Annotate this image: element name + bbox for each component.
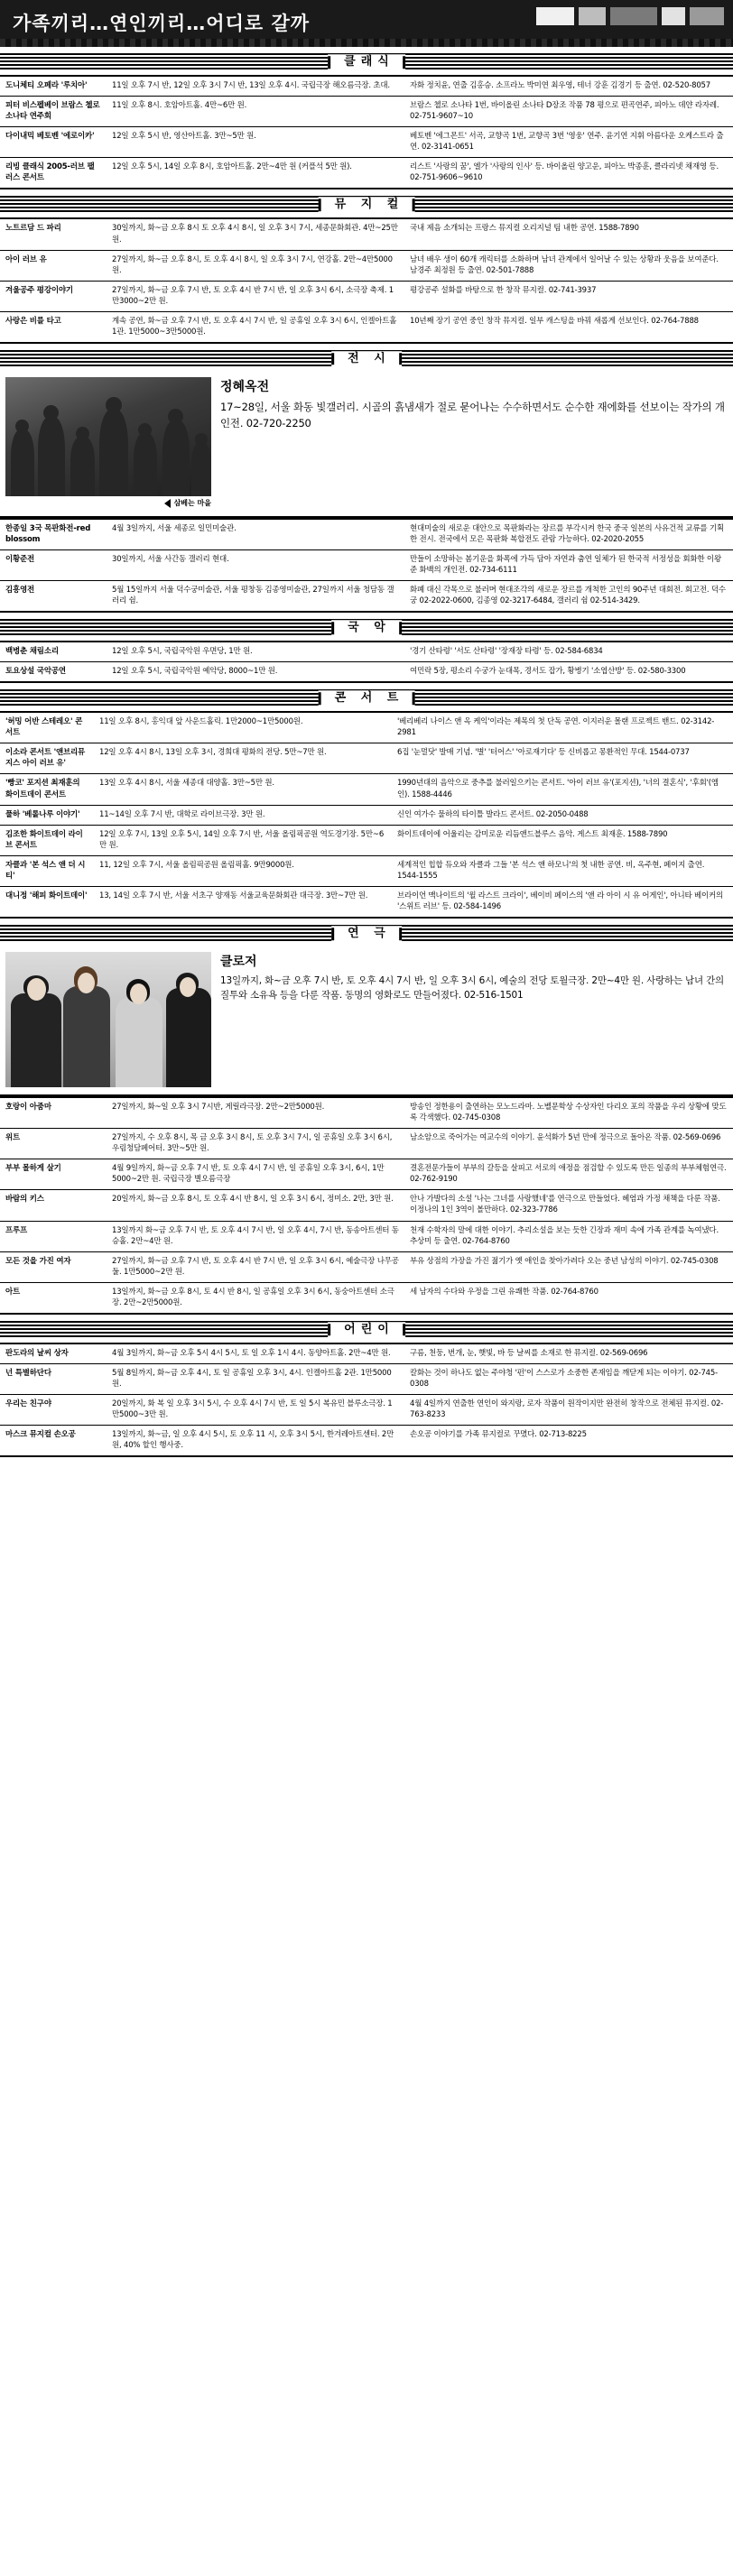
section-header-gugak: [0, 619, 733, 637]
table-row: [0, 1395, 733, 1426]
row-description: 6집 '눈멀닷' 발매 기념. '별' '터어스' '아로재기다' 등 신비롭고 몽환적인 무대. 1544-0737: [392, 743, 733, 774]
feature-text: [220, 952, 728, 1087]
row-title: '빵코' 포지션 최재훈의 화이트데이 콘서트: [0, 774, 94, 805]
row-schedule: 20일까지, 화~금 오후 8시, 토 오후 4시 반 8시, 일 오후 3시 6시, 정미소. 2만, 3만 원.: [107, 1190, 404, 1221]
section-header-concert: [0, 689, 733, 707]
table-row: [0, 1363, 733, 1394]
listing-table-kids: [0, 1343, 733, 1457]
row-title: 피터 비스펠베이 브람스 첼로 소나타 연주회: [0, 97, 107, 127]
table-row: [0, 76, 733, 97]
listing-table-gugak: [0, 641, 733, 683]
listing-table-classic: [0, 75, 733, 189]
row-description: 방송인 정한용이 출연하는 모노드라마. 노벨문학상 수상자인 다리오 포의 작품을 우리 상황에 맞도록 각색했다. 02-745-0308: [404, 1097, 733, 1129]
row-description: 칼화는 것이 하나도 없는 주야청 '펀'이 스스로가 소중한 존재임을 깨닫게 되는 이야기. 02-745-0308: [404, 1363, 733, 1394]
row-schedule: 12일 오후 5시 반, 영산아트홀. 3만~5만 원.: [107, 127, 404, 158]
section-title: 연 극: [331, 926, 402, 942]
table-row: [0, 127, 733, 158]
feature-title: 정혜옥전: [220, 379, 270, 394]
decoration-block: [536, 7, 574, 25]
section-header-classic: [0, 53, 733, 71]
row-title: 아트: [0, 1282, 107, 1314]
row-title: 마스크 뮤지컬 손오공: [0, 1426, 107, 1457]
table-row: [0, 774, 733, 805]
row-description: '베리베리 나이스 앤 옥 케익'이라는 제목의 첫 단독 공연. 이지러운 몰랜 프로젝트 밴드. 02-3142-2981: [392, 712, 733, 743]
row-schedule: 12일 오후 5시, 14일 오후 8시, 호암아트홀. 2만~4만 원 (커플석 5만 원).: [107, 158, 404, 189]
row-schedule: 27일까지, 화~금 오후 8시, 토 오후 4시 8시, 일 오후 3시 7시, 연강홀. 2만~4만5000원.: [107, 250, 404, 281]
table-row: [0, 519, 733, 550]
row-schedule: 13, 14일 오후 7시 반, 서울 서초구 양재동 서울교육문화회관 대극장. 3만~7만 원.: [94, 886, 392, 918]
row-title: 리빙 클래식 2005-러브 팰러스 콘서트: [0, 158, 107, 189]
listing-table-musical: [0, 217, 733, 344]
row-title: 우리는 친구야: [0, 1395, 107, 1426]
section-title: 국 악: [331, 620, 402, 636]
row-description: 천재 수학자의 말에 대한 이야기. 추리소설을 보는 듯한 긴장과 재미 속에 가족 관계를 녹여냈다. 추상미 등 출연. 02-764-8760: [404, 1221, 733, 1251]
row-description: 현대미술의 새로운 대안으로 목판화라는 장르를 부각시켜 한국 중국 일본의 사유건적 교류를 기획한 전시. 전국에서 모은 목판화 복합전도 관람 가능하다. 02-2020-2055: [404, 519, 733, 550]
table-row: [0, 825, 733, 855]
row-schedule: 4월 3일까지, 화~금 오후 5시 4시 5시, 토 일 오후 1시 4시. 동양아트홀. 2만~4만 원.: [107, 1343, 404, 1364]
table-row: [0, 250, 733, 281]
table-row: [0, 549, 733, 580]
row-schedule: 27일까지, 화~금 오후 7시 반, 토 오후 4시 반 7시 반, 일 오후 3시 6시, 예술극장 나무공 둘. 1만5000~2만 원.: [107, 1251, 404, 1282]
row-title: 이황준전: [0, 549, 107, 580]
table-row: [0, 712, 733, 743]
feature-photo-wrap: [5, 952, 211, 1087]
row-title: 넌 특별하단다: [0, 1363, 107, 1394]
row-title: 풀하 '베롤나루 이야기': [0, 805, 94, 825]
row-description: 자화 정치윤, 연출 김홍승. 소프라노 박미연 최우영, 테너 강훈 김경기 등 출연. 02-520-8057: [404, 76, 733, 97]
row-title: 프루프: [0, 1221, 107, 1251]
section-title: 전 시: [331, 351, 402, 367]
row-title: 겨울공주 평강이야기: [0, 281, 107, 311]
row-schedule: 11일 오후 7시 반, 12일 오후 3시 7시 반, 13일 오후 4시. 국립극장 해오름극장. 초대.: [107, 76, 404, 97]
table-row: [0, 311, 733, 343]
decoration-block: [662, 7, 685, 25]
row-description: 안나 가발다의 소설 '나는 그녀를 사랑했네'를 연극으로 만들었다. 헤엄과 가정 채책을 다룬 작품. 이정나의 1인 3역이 볼만하다. 02-323-7786: [404, 1190, 733, 1221]
row-schedule: 13일까지, 화~금, 일 오후 4시 5시, 토 오후 11 시, 오후 3시 5시, 한겨레아트센터. 2만원, 40% 할인 행사중.: [107, 1426, 404, 1457]
feature-body: 13일까지, 화~금 오후 7시 반, 토 오후 4시 7시 반, 일 오후 3시 6시, 예술의 전당 토월극장. 2만~4만 원. 사랑하는 남녀 간의 질투와 소유욕 등을 다룬 작품. 동명의 영화로도 만들어졌다. 02-516-1501: [220, 974, 724, 1001]
listing-table-exhibition: [0, 518, 733, 613]
row-description: 신인 여가수 물하의 타이틀 발라드 콘서트. 02-2050-0488: [392, 805, 733, 825]
masthead: [0, 0, 733, 47]
section-header-musical: [0, 196, 733, 214]
listing-table-concert: [0, 711, 733, 919]
row-schedule: 27일까지, 화~금 오후 7시 반, 토 오후 4시 반 7시 반, 일 오후 3시 6시, 소극장 축제. 1만3000~2만 원.: [107, 281, 404, 311]
section-header-kids: [0, 1321, 733, 1339]
row-title: 노트르담 드 파리: [0, 218, 107, 250]
masthead-strip: [0, 39, 733, 47]
row-schedule: 계속 공연, 화~금 오후 7시 반, 토 오후 4시 7시 반, 일 공휴일 오후 3시 6시, 인켈아트홀 1관. 1만5000~3만5000원.: [107, 311, 404, 343]
section-title: 콘 서 트: [319, 690, 415, 706]
table-row: [0, 97, 733, 127]
row-description: 부유 상점의 가장을 가진 젊기가 옛 애인을 찾아가려다 오는 중년 남성의 이야기. 02-745-0308: [404, 1251, 733, 1282]
masthead-decoration: [536, 7, 724, 25]
row-description: 손오공 이야기를 가족 뮤지컬로 꾸몄다. 02-713-8225: [404, 1426, 733, 1457]
row-description: 구름, 천둥, 번개, 눈, 햇빛, 바 등 날씨를 소재로 한 뮤지컬. 02-569-0696: [404, 1343, 733, 1364]
row-title: 백병춘 채림소리: [0, 642, 107, 662]
table-row: [0, 1159, 733, 1190]
section-title: 뮤 지 컬: [319, 198, 415, 214]
row-description: 베토벤 '에그몬트' 서곡, 교향곡 1번, 교향곡 3번 '영웅' 연주. 윤기연 지휘 아름다운 오케스트라 출연. 02-3141-0651: [404, 127, 733, 158]
table-row: [0, 1343, 733, 1364]
table-row: [0, 743, 733, 774]
section-header-exhibition: [0, 350, 733, 368]
row-title: 호랑이 아줌마: [0, 1097, 107, 1129]
feature-title: 클로저: [220, 955, 257, 970]
row-schedule: 11, 12일 오후 7시, 서울 올림픽공원 올림픽홀. 9만9000원.: [94, 855, 392, 886]
row-title: 사랑은 비를 타고: [0, 311, 107, 343]
table-row: [0, 218, 733, 250]
row-title: 김흥영전: [0, 580, 107, 612]
row-description: 국내 제음 소개되는 프랑스 뮤지컬 오리지널 팀 내한 공연. 1588-7890: [404, 218, 733, 250]
row-description: 4월 4일까지 연출한 연인이 와지랑, 로자 작품이 원작이지만 완전히 창작으로 전체된 뮤지컬. 02-763-8233: [404, 1395, 733, 1426]
row-schedule: 20일까지, 화 복 일 오후 3시 5시, 수 오후 4시 7시 반, 토 일 5시 복유민 블루소극장. 1만5000~3만 원.: [107, 1395, 404, 1426]
row-title: 토요상설 국악공연: [0, 662, 107, 683]
row-description: 10년째 장기 공연 중인 창작 뮤지컬. 일부 캐스팅을 바꿔 새롭게 선보인다. 02-764-7888: [404, 311, 733, 343]
decoration-block: [610, 7, 657, 25]
row-schedule: 5월 15일까지 서울 덕수궁미술관, 서울 평창동 김종영미술관, 27일까지 서울 청담동 갤러리 쉼.: [107, 580, 404, 612]
row-title: 대니정 '해피 화이트데이': [0, 886, 94, 918]
row-description: 화이트데이에 어울리는 감미로운 리듬앤드블루스 음악. 게스트 최재훈. 1588-7890: [392, 825, 733, 855]
row-title: 다이내믹 베토벤 '에로이카': [0, 127, 107, 158]
row-schedule: 30일까지, 서울 사간동 갤러리 현대.: [107, 549, 404, 580]
feature-exhibition: [0, 372, 733, 518]
row-title: 바람의 키스: [0, 1190, 107, 1221]
listing-table-play: [0, 1096, 733, 1315]
row-description: 남소암으로 죽어가는 여교수의 이야기. 윤석화가 5년 만에 정극으로 돌아온 작품. 02-569-0696: [404, 1129, 733, 1159]
row-description: '경기 산타령' '서도 산타령' '장재장 타령' 등. 02-584-6834: [404, 642, 733, 662]
row-description: 1990년대의 음악으로 중추를 불러일으키는 콘서트. '아이 러브 유'(포지션), '너의 결혼식', '후회'(엠인). 1588-4446: [392, 774, 733, 805]
exhibition-photo: [5, 377, 211, 496]
row-description: 화폐 대신 각목으로 불러며 현대조각의 새로운 장르를 개척한 고인의 90주년 대회전. 회고전. 덕수궁 02-2022-0600, 김종영 02-3217-6484, 갤러리 쉼 02-514-3429.: [404, 580, 733, 612]
row-schedule: 5월 8일까지, 화~금 오후 4시, 토 일 공휴일 오후 3시, 4시. 인켈아트홀 2관. 1만5000원.: [107, 1363, 404, 1394]
row-description: 여민락 5장, 평소리 수궁가 눈대목, 경서도 잡가, 황병기 '소엽산방' 등. 02-580-3300: [404, 662, 733, 683]
row-title: 자클과 '본 석스 앤 더 시티': [0, 855, 94, 886]
row-description: 평강공주 설화를 바탕으로 한 창작 뮤지컬. 02-741-3937: [404, 281, 733, 311]
row-schedule: 13일까지 화~금 오후 7시 반, 토 오후 4시 7시 반, 일 오후 4시, 7시 반, 동송아트센터 동승홀. 2만~4만 원.: [107, 1221, 404, 1251]
table-row: [0, 805, 733, 825]
table-row: [0, 1190, 733, 1221]
table-row: [0, 1097, 733, 1129]
photo-caption: 삼베는 마을: [173, 498, 211, 507]
table-row: [0, 855, 733, 886]
decoration-block: [579, 7, 606, 25]
section-title: 클래식: [328, 54, 405, 70]
row-title: 모든 것을 가진 여자: [0, 1251, 107, 1282]
decoration-block: [690, 7, 724, 25]
row-title: 도니체티 오페라 '루치아': [0, 76, 107, 97]
row-schedule: 4월 3일까지, 서울 세종로 일민미술관.: [107, 519, 404, 550]
table-row: [0, 1282, 733, 1314]
row-title: '허밍 어반 스테레오' 콘서트: [0, 712, 94, 743]
row-title: 부부 몰하게 살기: [0, 1159, 107, 1190]
page-bottom-spacer: [0, 1457, 733, 1466]
triangle-pointer-icon: [164, 499, 171, 508]
feature-play: [0, 946, 733, 1096]
table-row: [0, 886, 733, 918]
row-title: 이소라 콘서트 '앤브리뮤지스 아이 러브 유': [0, 743, 94, 774]
section-title: 어린이: [328, 1322, 405, 1338]
table-row: [0, 281, 733, 311]
feature-text: [220, 377, 728, 509]
row-schedule: 12일 오후 4시 8시, 13일 오후 3시, 경희대 평화의 전당. 5만~7만 원.: [94, 743, 392, 774]
row-title: 위트: [0, 1129, 107, 1159]
table-row: [0, 642, 733, 662]
row-description: 세 남자의 수다와 우정을 그린 유쾌한 작품. 02-764-8760: [404, 1282, 733, 1314]
row-schedule: 12일 오후 7시, 13일 오후 5시, 14일 오후 7시 반, 서울 올림픽공원 역도경기장. 5만~6만 원.: [94, 825, 392, 855]
row-description: 브라이언 맥나이트의 '윌 라스트 크라이', 베이비 페이스의 '앤 라 아이 시 유 어게인', 아니타 베이커의 '스위트 러브' 등. 02-584-1496: [392, 886, 733, 918]
row-title: 판도라의 날씨 상자: [0, 1343, 107, 1364]
photo-caption-row: [5, 499, 211, 509]
row-schedule: 30일까지, 화~금 오후 8시 토 오후 4시 8시, 일 오후 3시 7시, 세종문화회관. 4만~25만 원.: [107, 218, 404, 250]
play-photo: [5, 952, 211, 1087]
row-schedule: 11일 오후 8시, 홍익대 앞 사운드홀릭. 1만2000~1만5000원.: [94, 712, 392, 743]
row-schedule: 12일 오후 5시, 국립국악원 예악당, 8000~1만 원.: [107, 662, 404, 683]
row-schedule: 27일까지, 화~일 오후 3시 7시반, 게릴라극장. 2만~2만5000원.: [107, 1097, 404, 1129]
row-title: 아이 러브 유: [0, 250, 107, 281]
row-schedule: 11~14일 오후 7시 반, 대학로 라이브극장. 3만 원.: [94, 805, 392, 825]
row-schedule: 27일까지, 수 오후 8시, 목 금 오후 3시 8시, 토 오후 3시 7시, 일 공휴일 오후 3시 6시, 우림청담페어터. 3만~5만 원.: [107, 1129, 404, 1159]
table-row: [0, 1221, 733, 1251]
row-title: 김조한 화이트데이 라이브 콘서트: [0, 825, 94, 855]
row-schedule: 13일까지, 화~금 오후 8시, 토 4시 반 8시, 일 공휴일 오후 3시 6시, 동숭아트센터 소극장. 2만~2만5000원.: [107, 1282, 404, 1314]
masthead-title: 가족끼리…연인끼리…어디로 갈까: [13, 12, 311, 34]
table-row: [0, 158, 733, 189]
table-row: [0, 1129, 733, 1159]
row-description: 결혼전문가들이 부부의 갈등을 살피고 서로의 애정을 점검할 수 있도록 만든 일종의 부부체험연극. 02-762-9190: [404, 1159, 733, 1190]
row-schedule: 11일 오후 8시. 호암아트홀. 4만~6만 원.: [107, 97, 404, 127]
row-schedule: 12일 오후 5시, 국립국악원 우면당, 1만 원.: [107, 642, 404, 662]
feature-body: 17~28일, 서울 화동 빛갤러리. 시골의 흙냄새가 절로 묻어나는 수수하면서도 순수한 재에화를 선보이는 작가의 개인전. 02-720-2250: [220, 400, 725, 429]
row-schedule: 4월 9일까지, 화~금 오후 7시 반, 토 오후 4시 7시 반, 일 공휴일 오후 3시, 6시, 1만5000~2만 원. 국립극장 별오름극장: [107, 1159, 404, 1190]
row-description: 세계적인 힙합 듀오와 자클과 그들 '본 석스 앤 하모니'의 첫 내한 공연. 비, 옥주현, 페이지 출연. 1544-1555: [392, 855, 733, 886]
table-row: [0, 662, 733, 683]
row-description: 남녀 배우 생이 60개 캐릭터를 소화하며 남녀 관계에서 일어날 수 있는 상황과 웃음을 보여준다. 남경주 최정원 등 출연. 02-501-7888: [404, 250, 733, 281]
section-header-play: [0, 925, 733, 943]
table-row: [0, 1251, 733, 1282]
feature-photo-wrap: [5, 377, 211, 509]
table-row: [0, 1426, 733, 1457]
row-description: 만들이 소망하는 봄기운을 화폭에 가득 담아 자연과 춤연 일체가 된 한국적 서정성을 회화한 이왕준 화백의 개인전. 02-734-6111: [404, 549, 733, 580]
row-title: 한종일 3국 목판화전-red blossom: [0, 519, 107, 550]
row-description: 리스트 '사랑의 꿈', 엘가 '사랑의 인사' 등. 바이올린 양고운, 피아노 박종훈, 클라리넷 채재영 등. 02-751-9606~9610: [404, 158, 733, 189]
row-schedule: 13일 오후 4시 8시, 서울 세종대 대양홀. 3만~5만 원.: [94, 774, 392, 805]
table-row: [0, 580, 733, 612]
row-description: 브람스 첼로 소나타 1번, 바이올린 소나타 D장조 작품 78 평으로 편곡연주, 피아노 데얀 라자레. 02-751-9607~10: [404, 97, 733, 127]
